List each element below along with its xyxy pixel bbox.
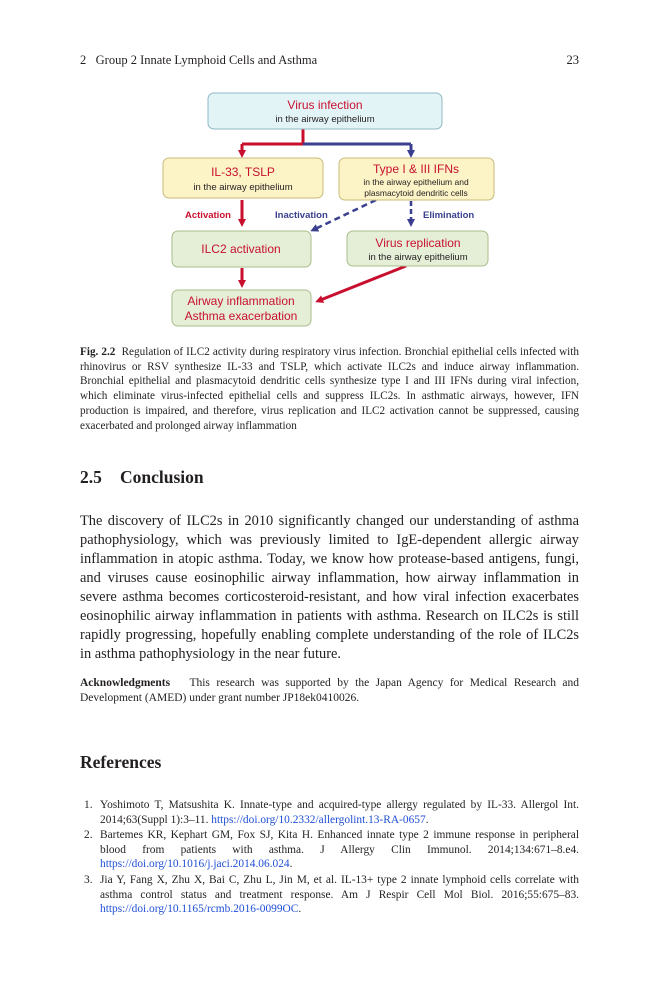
reference-item [80, 828, 579, 872]
virus-infection-sub: in the airway epithelium [275, 114, 375, 125]
reference-doi-link[interactable]: https://doi.org/10.1016/j.jaci.2014.06.024 [100, 858, 290, 871]
conclusion-paragraph: The discovery of ILC2s in 2010 significantly changed our understanding of asthma pathophysiology, which was previously limited to IgE-dependent allergic airway inflammation in atopic asthma. Today, we know how protease-based antigens, fungi, and viruses cause eosinophilic airway inflammation, how airway inflammation in severe asthma becomes corticosteroid-resistant, and how viral infection exacerbates eosinophilic airway inflammation in patients with asthma. Research on ILC2s is still rapidly progressing, hopefully enabling complete understanding of the role of ILC2s in asthma pathophysiology in the near future. [80, 513, 579, 662]
reference-number: 2. [84, 829, 93, 842]
caption-text: Regulation of ILC2 activity during respiratory virus infection. Bronchial epithelial cells infected with rhinovirus or RSV synthesize IL-33 and TSLP, which activate ILC2s and induce airway inflammation. Bronchial epithelial and plasmacytoid dendritic cells synthesize type I and III IFNs during viral infection, which eliminate virus-infected epithelial cells and suppress ILC2s. In asthmatic airways, however, IFN production is impaired, and therefore, virus replication and ILC2 activation cannot be suppressed, causing exacerbated and prolonged airway inflammation [80, 346, 579, 432]
reference-item [80, 798, 579, 827]
ilc2-activation-label: ILC2 activation [201, 242, 281, 256]
reference-number: 1. [84, 799, 93, 811]
label-inactivation: Inactivation [275, 210, 328, 221]
reference-doi-link[interactable]: https://doi.org/10.2332/allergolint.13-RA-0657 [211, 813, 426, 826]
il33-sub: in the airway epithelium [193, 182, 293, 193]
section-title: Conclusion [120, 467, 204, 487]
ifn-title: Type I & III IFNs [372, 162, 460, 176]
ack-text: This research was supported by the Japan Agency for Medical Research and Development (AMED) under grant number JP18ek0410026. [80, 677, 580, 704]
reference-end: . [298, 903, 302, 916]
arrow-replication-to-outcome [318, 266, 406, 301]
page-number: 23 [566, 53, 579, 67]
label-elimination: Elimination [423, 210, 475, 221]
reference-doi-link[interactable]: https://doi.org/10.1165/rcmb.2016-0099OC [100, 903, 299, 916]
reference-end: . [289, 858, 293, 871]
reference-text: Jia Y, Fang X, Zhu X, Bai C, Zhu L, Jin M, et al. IL-13+ type 2 innate lymphoid cells correlate with asthma control status and treatment response. Am J Respir Cell Mol Biol. 2016;55:675–83. [100, 873, 579, 901]
virus-infection-title: Virus infection [287, 98, 363, 112]
section-number: 2.5 [80, 467, 102, 487]
ifn-sub-1: in the airway epithelium and [363, 177, 469, 187]
reference-text: Bartemes KR, Kephart GM, Fox SJ, Kita H. Enhanced innate type 2 immune response in peripheral blood from patients with asthma. J Allergy Clin Immunol. 2014;134:671–8.e4. [100, 829, 579, 856]
figure-caption [80, 345, 579, 433]
reference-item [80, 873, 579, 917]
reference-text: Yoshimoto T, Matsushita K. Innate-type and acquired-type allergy regulated by IL-33. Allergol Int. 2014;63(Suppl 1):3–11. [100, 799, 579, 826]
acknowledgments [80, 676, 579, 706]
outcome-line-2: Asthma exacerbation [184, 309, 298, 323]
outcome-line-1: Airway inflammation [187, 294, 295, 308]
section-heading [80, 467, 204, 488]
caption-label: Fig. 2.2 [80, 346, 116, 358]
running-head [80, 53, 579, 68]
reference-number: 3. [84, 873, 93, 886]
figure-diagram [148, 91, 508, 331]
label-activation: Activation [185, 210, 231, 221]
virus-replication-sub: in the airway epithelium [368, 252, 468, 263]
il33-title: IL-33, TSLP [211, 165, 275, 179]
ack-label: Acknowledgments [80, 677, 171, 689]
references-heading: References [80, 752, 162, 772]
virus-replication-title: Virus replication [375, 236, 461, 250]
references-list [80, 798, 579, 918]
running-head-chapter: 2 Group 2 Innate Lymphoid Cells and Asthma [80, 53, 318, 67]
ifn-sub-2: plasmacytoid dendritic cells [364, 188, 468, 198]
reference-end: . [425, 813, 429, 826]
